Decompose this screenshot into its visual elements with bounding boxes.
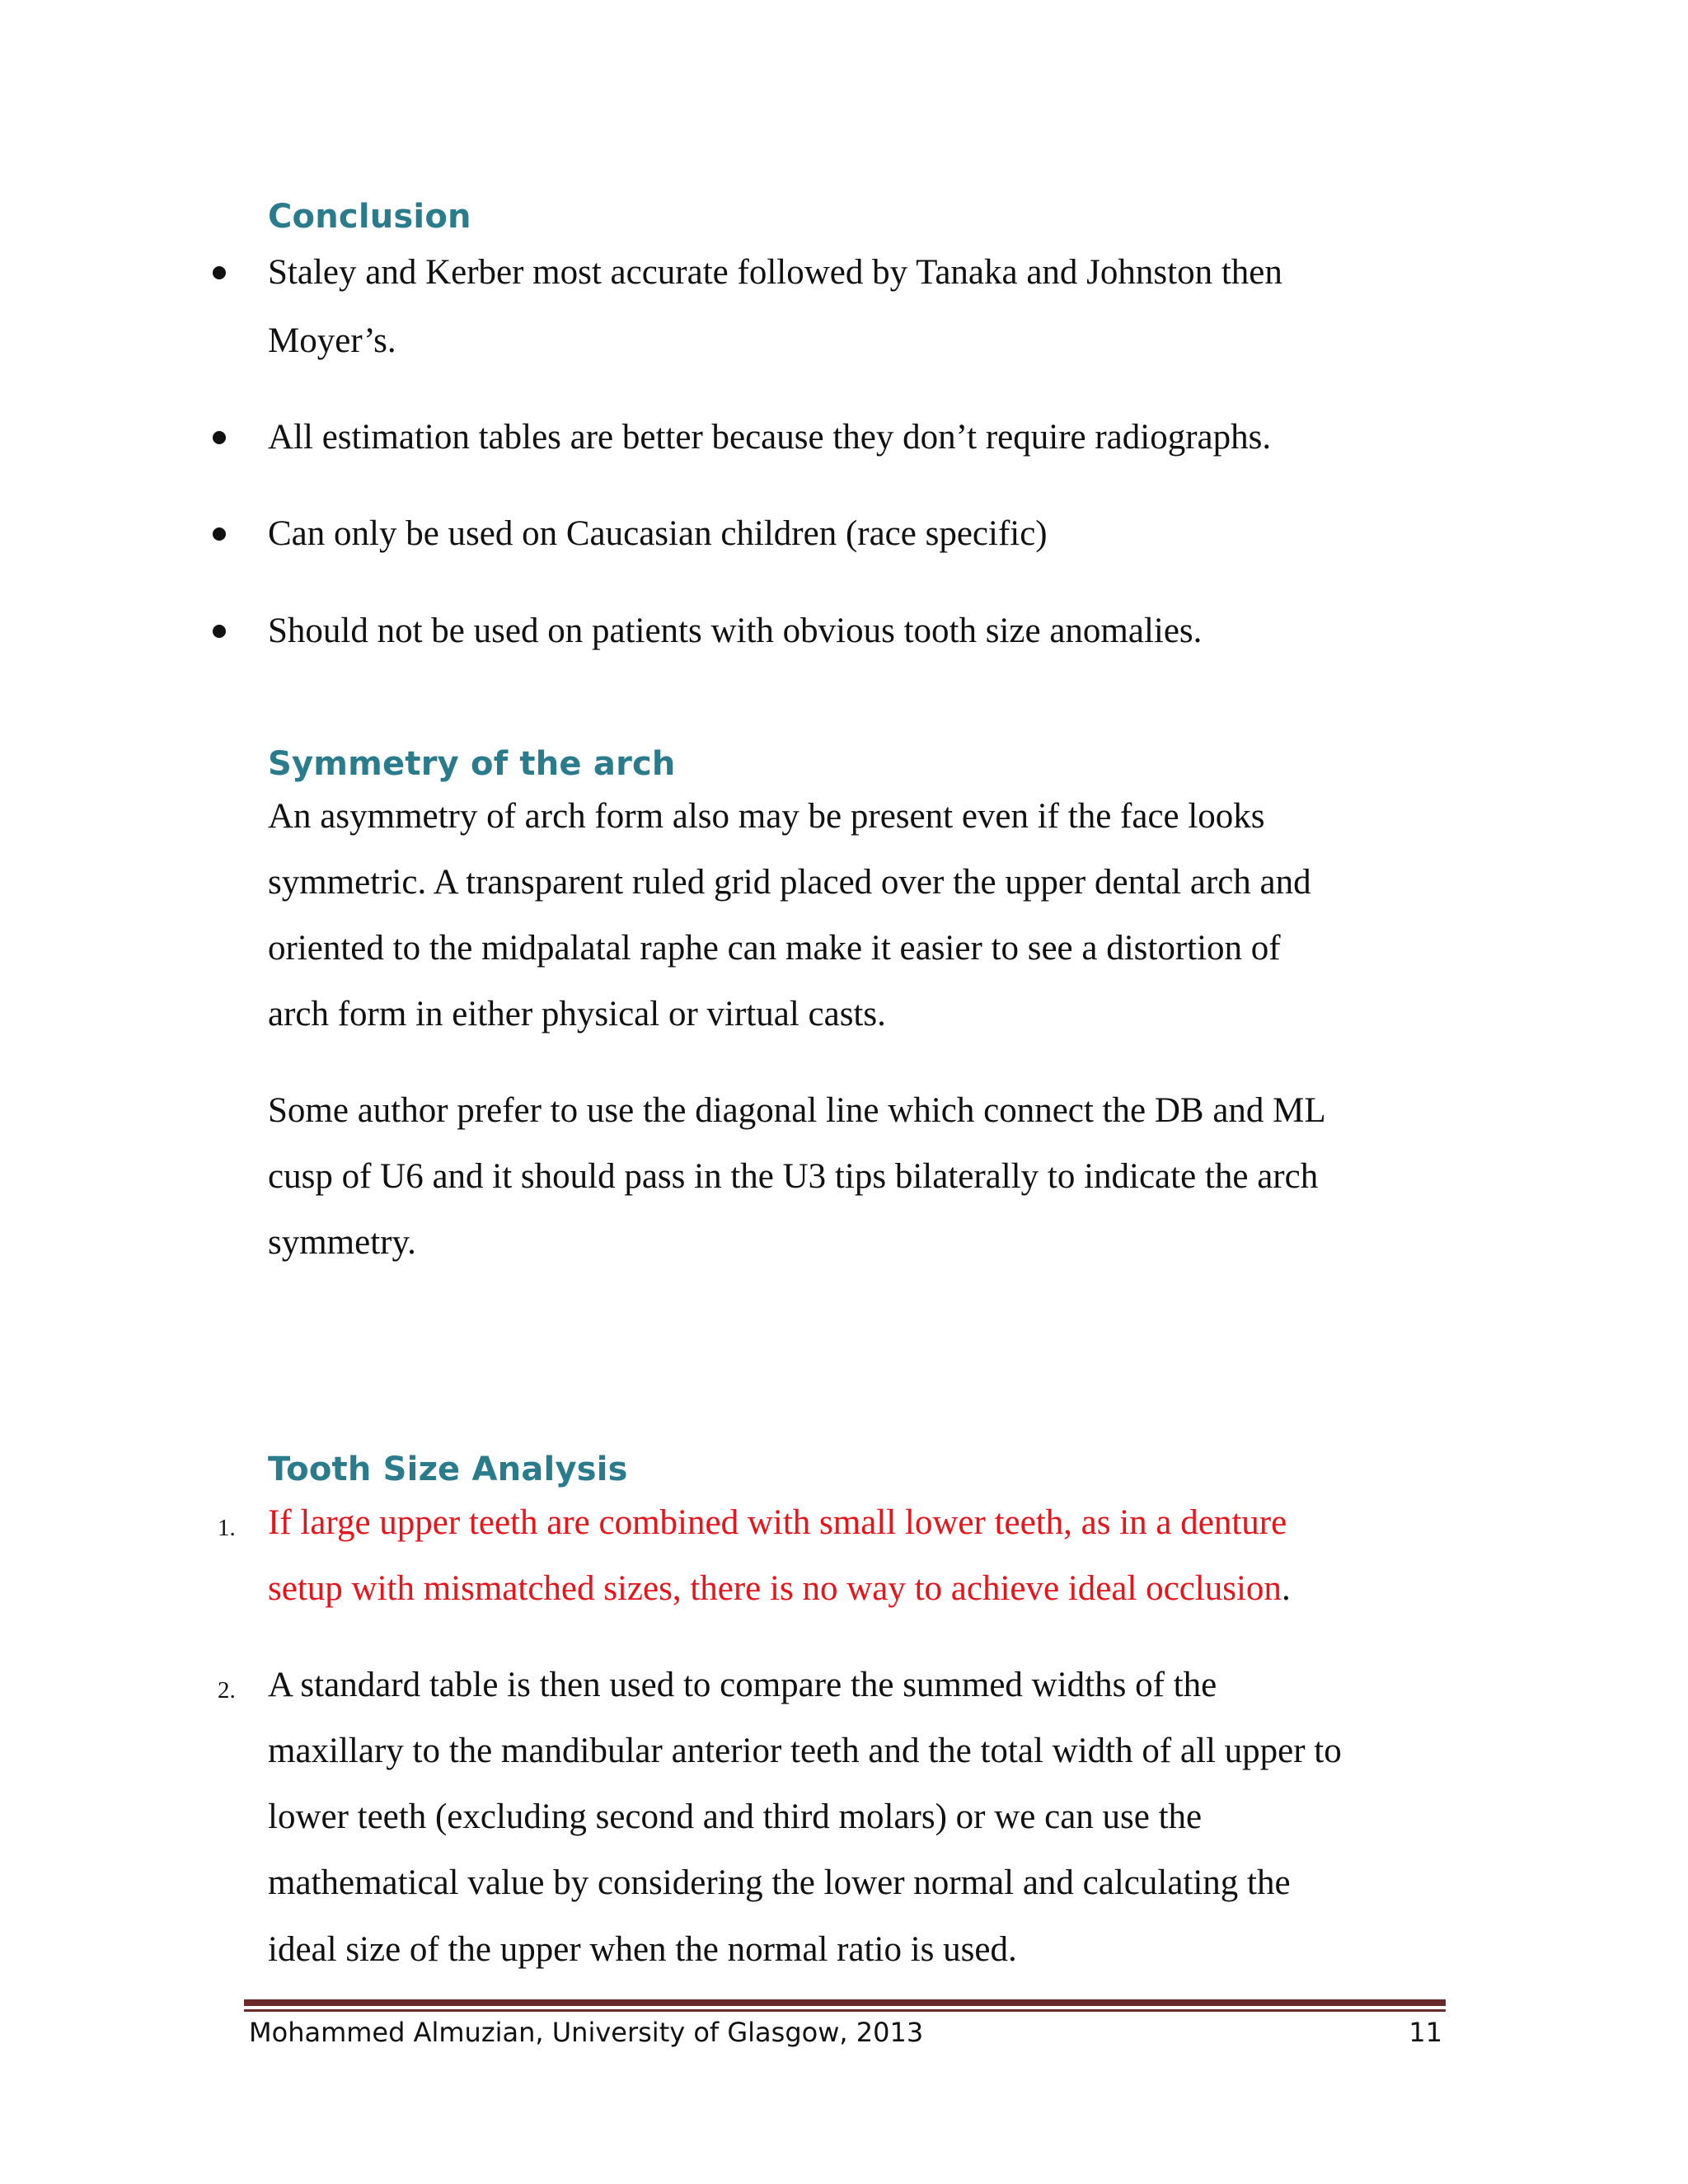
list-number-1: 1.	[218, 1515, 236, 1541]
conclusion-bullet-1-line-2: Moyer’s.	[268, 321, 396, 360]
symmetry-para2-line-2: cusp of U6 and it should pass in the U3 tips bilaterally to indicate the arch	[268, 1157, 1319, 1196]
symmetry-para1-line-4: arch form in either physical or virtual casts.	[268, 995, 886, 1033]
conclusion-bullet-1-line-1: Staley and Kerber most accurate followed by Tanaka and Johnston then	[268, 253, 1282, 292]
bullet-icon	[213, 625, 226, 638]
footer-rule-thin	[244, 2009, 1446, 2012]
conclusion-bullet-2: All estimation tables are better because they don’t require radiographs.	[268, 418, 1272, 457]
tooth-size-heading: Tooth Size Analysis	[268, 1451, 628, 1488]
tooth-size-item-2-line-5: ideal size of the upper when the normal ratio is used.	[268, 1930, 1017, 1969]
bullet-icon	[213, 431, 226, 444]
tooth-size-item-1-period: .	[1281, 1569, 1291, 1608]
list-number-2: 2.	[218, 1677, 236, 1704]
footer-rule-thick	[244, 1999, 1446, 2006]
tooth-size-item-1-line-1: If large upper teeth are combined with small lower teeth, as in a denture	[268, 1503, 1287, 1542]
conclusion-bullet-4: Should not be used on patients with obvious tooth size anomalies.	[268, 612, 1203, 650]
conclusion-bullet-3: Can only be used on Caucasian children (race specific)	[268, 514, 1048, 553]
bullet-icon	[213, 527, 226, 541]
tooth-size-item-1-line-2-text: setup with mismatched sizes, there is no way to achieve ideal occlusion	[268, 1569, 1282, 1608]
tooth-size-item-2-line-1: A standard table is then used to compare the summed widths of the	[268, 1666, 1217, 1704]
symmetry-para1-line-2: symmetric. A transparent ruled grid placed over the upper dental arch and	[268, 863, 1311, 902]
symmetry-para2-line-1: Some author prefer to use the diagonal line which connect the DB and ML	[268, 1091, 1326, 1130]
page-number: 11	[1409, 2017, 1442, 2048]
tooth-size-item-2-line-3: lower teeth (excluding second and third molars) or we can use the	[268, 1797, 1203, 1836]
bullet-icon	[213, 266, 226, 279]
tooth-size-item-2-line-4: mathematical value by considering the lower normal and calculating the	[268, 1863, 1291, 1902]
symmetry-heading: Symmetry of the arch	[268, 745, 676, 783]
tooth-size-item-1-line-2	[268, 1568, 1291, 1610]
symmetry-para1-line-3: oriented to the midpalatal raphe can make it easier to see a distortion of	[268, 929, 1281, 968]
tooth-size-item-2-line-2: maxillary to the mandibular anterior teeth and the total width of all upper to	[268, 1732, 1342, 1770]
symmetry-para2-line-3: symmetry.	[268, 1223, 416, 1262]
footer-author: Mohammed Almuzian, University of Glasgow, 2013	[249, 2017, 924, 2048]
symmetry-para1-line-1: An asymmetry of arch form also may be present even if the face looks	[268, 797, 1265, 836]
conclusion-heading: Conclusion	[268, 198, 471, 236]
